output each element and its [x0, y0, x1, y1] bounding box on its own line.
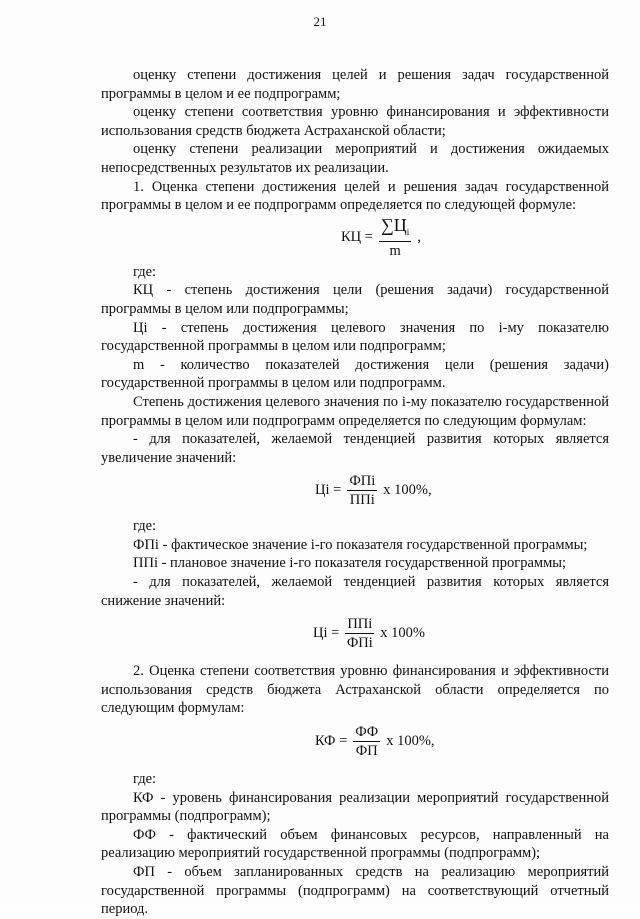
- where-label: где:: [133, 771, 157, 788]
- paragraph: ФП - объем запланированных средств на реализацию мероприятий государственной программы (подпрограмм) на соответствующий отчетный период.: [101, 864, 609, 918]
- formula-kf: [101, 718, 609, 770]
- formula-kc-sum: ∑Ц: [380, 214, 407, 235]
- paragraph: КЦ - степень достижения цели (решения задачи) государственной программы в целом или подпрограммы;: [101, 282, 609, 317]
- formula-ci2-den: ФПi: [346, 635, 373, 652]
- formula-kc-den: m: [389, 242, 401, 259]
- formula-kf-tail: x 100%,: [386, 733, 435, 750]
- formula-ci-increase: [101, 467, 609, 517]
- paragraph: КФ - уровень финансирования реализации мероприятий государственной программы (подпрограмм);: [101, 789, 609, 825]
- formula-kf-num: ФФ: [355, 724, 379, 741]
- paragraph: оценку степени соответствия уровню финансирования и эффективности использования средств бюджета Астраханской области;: [101, 104, 609, 139]
- formula-ci-num: ФПi: [349, 473, 376, 490]
- formula-ci-decrease: [101, 610, 609, 662]
- formula-ci2-num: ППi: [347, 616, 373, 633]
- formula-kc-lhs: КЦ =: [341, 229, 373, 246]
- paragraph: 1. Оценка степени достижения целей и решения задач государственной программы в целом и ее подпрограмм определяется по следующей формуле:: [101, 178, 609, 214]
- paragraph: Степень достижения целевого значения по i-му показателю государственной программы в целом или подпрограмм определяется по следующим формулам:: [101, 393, 609, 429]
- where-label: где:: [133, 263, 157, 280]
- formula-ci2-lhs: Цi =: [313, 625, 340, 642]
- paragraph: оценку степени реализации мероприятий и достижения ожидаемых непосредственных результатов их реализации.: [101, 141, 609, 176]
- paragraph: ФФ - фактический объем финансовых ресурсов, направленный на реализацию мероприятий государственной программы (подпрограмм);: [101, 826, 609, 862]
- paragraph: 2. Оценка степени соответствия уровню финансирования и эффективности использования средств бюджета Астраханской области определяется по следующим формулам:: [101, 663, 609, 717]
- paragraph: - для показателей, желаемой тенденцией развития которых является снижение значений:: [101, 574, 609, 609]
- document-body: [101, 66, 609, 919]
- where-label: где:: [133, 518, 157, 535]
- formula-ci-tail: x 100%,: [383, 482, 432, 499]
- formula-kc-sub: i: [406, 226, 410, 237]
- formula-kf-den: ФП: [355, 743, 378, 760]
- paragraph: оценку степени достижения целей и решения задач государственной программы в целом и ее подпрограмм;: [101, 67, 609, 102]
- paragraph: Цi - степень достижения целевого значения по i-му показателю государственной программы в целом или подпрограмм;: [101, 319, 609, 355]
- formula-kf-lhs: КФ =: [315, 733, 348, 750]
- formula-ci2-tail: x 100%: [380, 625, 426, 642]
- formula-kc: [101, 215, 609, 263]
- formula-ci-lhs: Цi =: [315, 482, 342, 499]
- formula-ci-den: ППi: [349, 492, 375, 509]
- paragraph: m - количество показателей достижения цели (решения задачи) государственной программы в целом или подпрограмм.: [101, 356, 609, 392]
- paragraph: ФПi - фактическое значение i-го показателя государственной программы;: [133, 536, 588, 553]
- formula-kc-tail: ,: [417, 229, 421, 246]
- page-number: 21: [313, 14, 327, 29]
- paragraph: ППi - плановое значение i-го показателя государственной программы;: [133, 555, 567, 572]
- paragraph: - для показателей, желаемой тенденцией развития которых является увеличение значений:: [101, 431, 609, 466]
